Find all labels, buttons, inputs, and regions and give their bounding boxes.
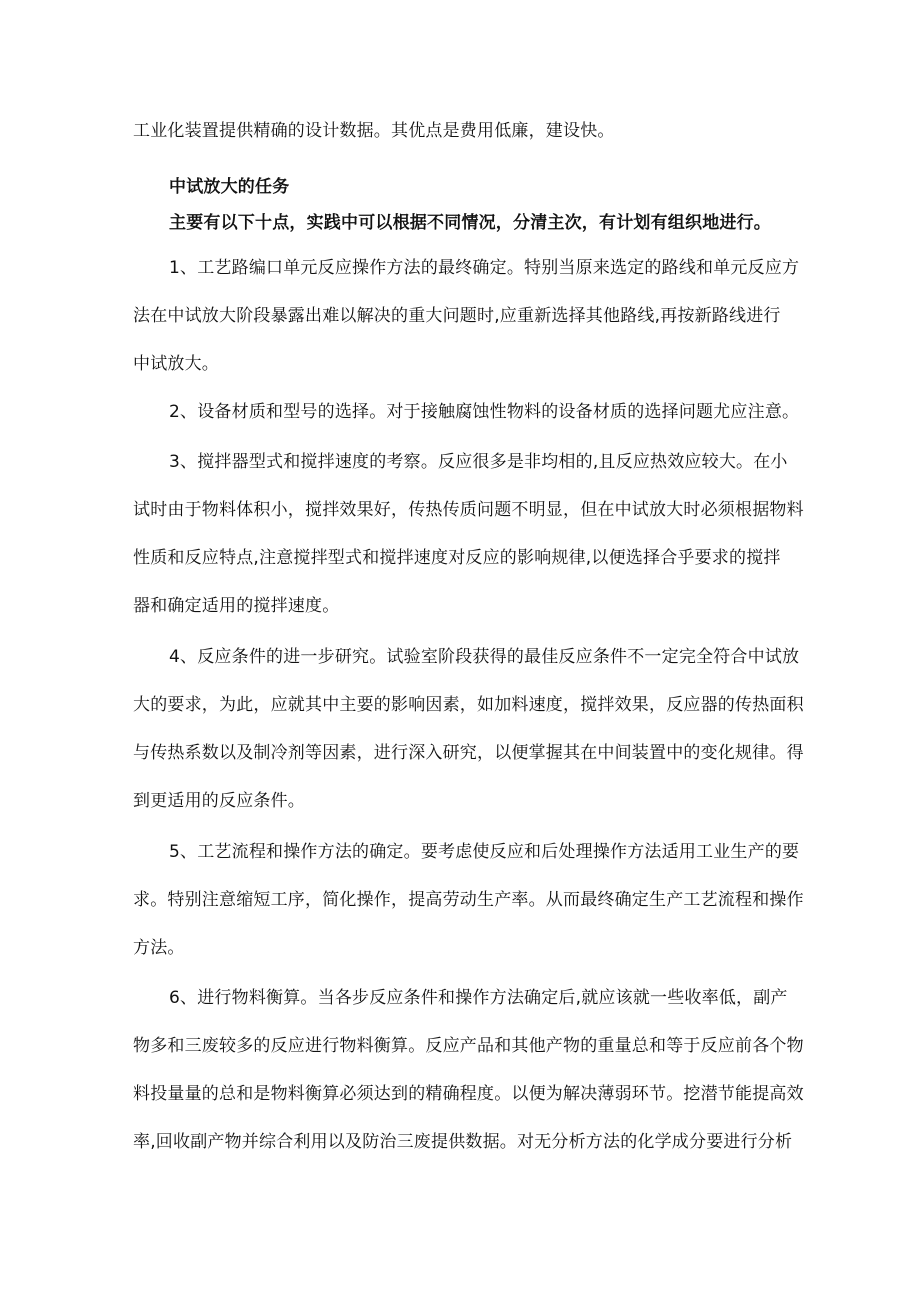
paragraph-line: 6、进行物料衡算。当各步反应条件和操作方法确定后,就应该就一些收率低，副产 (169, 988, 788, 1008)
section-subheading: 主要有以下十点，实践中可以根据不同情况，分清主次，有计划有组织地进行。 (169, 213, 771, 233)
paragraph-line: 5、工艺流程和操作方法的确定。要考虑使反应和后处理操作方法适用工业生产的要 (169, 842, 800, 862)
paragraph-line: 求。特别注意缩短工序，简化操作，提高劳动生产率。从而最终确定生产工艺流程和操作 (133, 890, 804, 910)
paragraph-line: 性质和反应特点,注意搅拌型式和搅拌速度对反应的影响规律,以便选择合乎要求的搅拌 (133, 548, 781, 568)
section-heading: 中试放大的任务 (169, 177, 290, 197)
paragraph-line: 物多和三废较多的反应进行物料衡算。反应产品和其他产物的重量总和等于反应前各个物 (133, 1036, 804, 1056)
paragraph-line: 3、搅拌器型式和搅拌速度的考察。反应很多是非均相的,且反应热效应较大。在小 (169, 452, 788, 472)
paragraph-line: 1、工艺路编口单元反应操作方法的最终确定。特别当原来选定的路线和单元反应方 (169, 258, 800, 278)
intro-line: 工业化装置提供精确的设计数据。其优点是费用低廉，建设快。 (133, 121, 615, 141)
paragraph-line: 2、设备材质和型号的选择。对于接触腐蚀性物料的设备材质的选择问题尤应注意。 (169, 402, 800, 422)
paragraph-line: 器和确定适用的搅拌速度。 (133, 596, 340, 616)
paragraph-line: 中试放大。 (133, 354, 219, 374)
paragraph-line: 法在中试放大阶段暴露出难以解决的重大问题时,应重新选择其他路线,再按新路线进行 (133, 306, 781, 326)
paragraph-line: 与传热系数以及制冷剂等因素，进行深入研究，以便掌握其在中间装置中的变化规律。得 (133, 743, 804, 763)
paragraph-line: 料投量量的总和是物料衡算必须达到的精确程度。以便为解决薄弱环节。挖潜节能提高效 (133, 1084, 804, 1104)
paragraph-line: 方法。 (133, 938, 185, 958)
paragraph-line: 大的要求，为此，应就其中主要的影响因素，如加料速度，搅拌效果，反应器的传热面积 (133, 695, 804, 715)
paragraph-line: 率,回收副产物并综合利用以及防治三废提供数据。对无分析方法的化学成分要进行分析 (133, 1132, 793, 1152)
paragraph-line: 4、反应条件的进一步研究。试验室阶段获得的最佳反应条件不一定完全符合中试放 (169, 647, 800, 667)
paragraph-line: 到更适用的反应条件。 (133, 791, 305, 811)
paragraph-line: 试时由于物料体积小，搅拌效果好，传热传质问题不明显，但在中试放大时必须根据物料 (133, 500, 804, 520)
